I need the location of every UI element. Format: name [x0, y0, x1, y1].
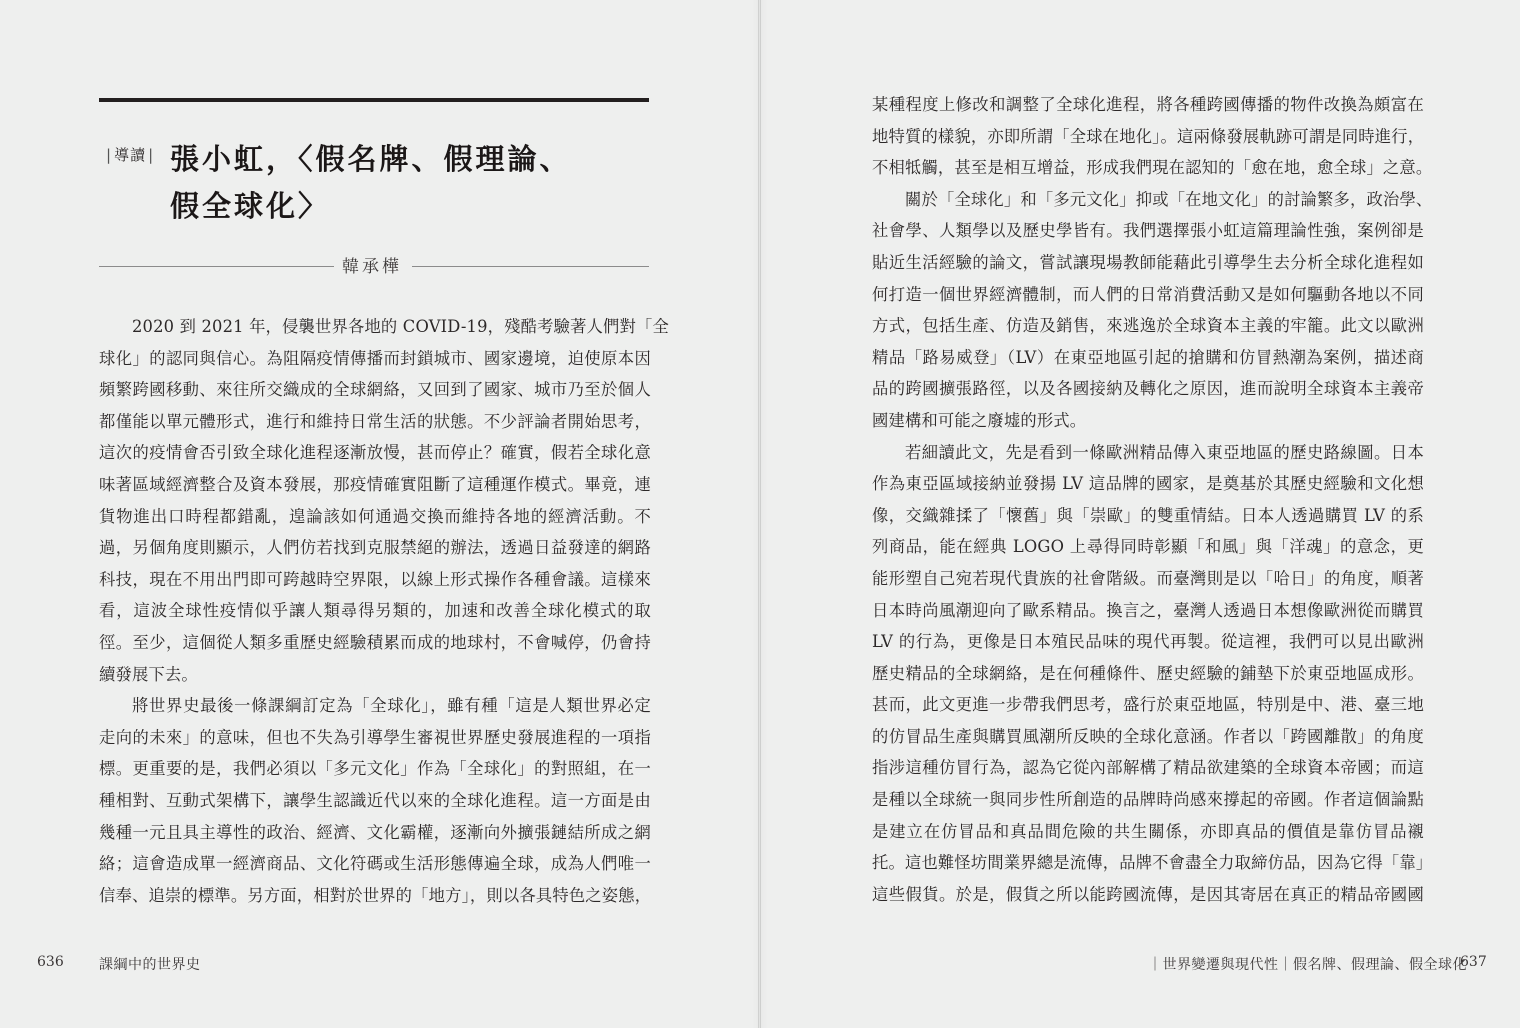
running-head-book-title: 課綱中的世界史	[99, 957, 201, 973]
text-line: 作為東亞區域接納並發揚 LV 這品牌的國家，是奠基於其歷史經驗和文化想	[872, 474, 1424, 494]
author-byline	[99, 252, 649, 280]
text-line: 這些假貨。於是，假貨之所以能跨國流傳，是因其寄居在真正的精品帝國國	[872, 884, 1424, 904]
text-line: 貼近生活經驗的論文，嘗試讓現場教師能藉此引導學生去分析全球化進程如	[872, 252, 1424, 272]
text-line: 幾種一元且具主導性的政治、經濟、文化霸權，逐漸向外擴張鏈結所成之網	[99, 822, 651, 842]
text-line: 信奉、追崇的標準。另方面，相對於世界的「地方」，則以各具特色之姿態，	[99, 885, 652, 905]
section-tag-bar-left: |	[106, 146, 113, 164]
text-line: 這次的疫情會否引致全球化進程逐漸放慢，甚而停止？確實，假若全球化意	[99, 443, 651, 463]
text-line: 味著區域經濟整合及資本發展，那疫情確實阻斷了這種運作模式。畢竟，連	[99, 474, 651, 494]
text-line: 品的跨國擴張路徑，以及各國接納及轉化之原因，進而說明全球資本主義帝	[872, 379, 1424, 399]
author-name: 韓承樺	[342, 257, 402, 277]
text-line: 地特質的樣貌，亦即所謂「全球在地化」。這兩條發展軌跡可謂是同時進行，	[872, 126, 1425, 146]
chapter-title-line: 張小虹，〈假名牌、假理論、	[170, 142, 572, 176]
text-line: 甚而，此文更進一步帶我們思考，盛行於東亞地區，特別是中、港、臺三地	[872, 695, 1424, 715]
chapter-title-line: 假全球化〉	[170, 189, 331, 223]
text-line: 托。這也難怪坊間業界總是流傳，品牌不會盡全力取締仿品，因為它得「靠」	[872, 853, 1433, 873]
byline-rule-left	[99, 266, 334, 267]
text-line: 不相牴觸，甚至是相互增益，形成我們現在認知的「愈在地，愈全球」之意。	[872, 158, 1433, 178]
body-text-left	[99, 311, 669, 911]
text-line: 列商品，能在經典 LOGO 上尋得同時彰顯「和風」與「洋魂」的意念，更	[872, 537, 1424, 557]
text-line: 科技，現在不用出門即可跨越時空界限，以線上形式操作各種會議。這樣來	[99, 569, 651, 589]
text-line: LV 的行為，更像是日本殖民品味的現代再製。從這裡，我們可以見出歐洲	[872, 632, 1424, 652]
text-line: 是種以全球統一與同步性所創造的品牌時尚感來撐起的帝國。作者這個論點	[872, 790, 1424, 810]
section-tag-bar-right: |	[148, 146, 155, 164]
text-line: 能形塑自己宛若現代貴族的社會階級。而臺灣則是以「哈日」的角度，順著	[872, 568, 1424, 588]
text-line: 過，另個角度則顯示，人們仿若找到克服禁絕的辦法，透過日益發達的網路	[99, 538, 651, 558]
text-line: 是建立在仿冒品和真品間危險的共生關係，亦即真品的價值是靠仿冒品襯	[872, 821, 1424, 841]
text-line: 社會學、人類學以及歷史學皆有。我們選擇張小虹這篇理論性強，案例卻是	[872, 221, 1424, 241]
text-line: 國建構和可能之廢墟的形式。	[872, 410, 1087, 430]
byline-rule-right	[412, 266, 649, 267]
text-line: 球化」的認同與信心。為阻隔疫情傳播而封鎖城市、國家邊境，迫使原本因	[99, 348, 651, 368]
text-line: 精品「路易威登」（LV）在東亞地區引起的搶購和仿冒熱潮為案例，描述商	[872, 347, 1424, 367]
chapter-title	[170, 136, 650, 230]
text-line: 種相對、互動式架構下，讓學生認識近代以來的全球化進程。這一方面是由	[99, 790, 651, 810]
body-text-right	[872, 89, 1433, 910]
section-tag-label: 導讀	[114, 146, 147, 164]
section-tag	[104, 144, 156, 165]
text-line: 的仿冒品生產與購買風潮所反映的全球化意涵。作者以「跨國離散」的角度	[872, 726, 1424, 746]
page-number-right: 637	[1460, 954, 1487, 970]
text-line: 貨物進出口時程都錯亂，遑論該如何通過交換而維持各地的經濟活動。不	[99, 506, 651, 526]
text-line: 何打造一個世界經濟體制，而人們的日常消費活動又是如何驅動各地以不同	[872, 284, 1424, 304]
text-line: 指涉這種仿冒行為，認為它從內部解構了精品欲建築的全球資本帝國；而這	[872, 758, 1424, 778]
text-line: 續發展下去。	[99, 664, 198, 684]
text-line: 將世界史最後一條課綱訂定為「全球化」，雖有種「這是人類世界必定	[132, 696, 651, 716]
text-line: 關於「全球化」和「多元文化」抑或「在地文化」的討論繁多，政治學、	[905, 189, 1433, 209]
left-page	[0, 0, 759, 1028]
text-line: 某種程度上修改和調整了全球化進程，將各種跨國傳播的物件改換為頗富在	[872, 95, 1424, 114]
text-line: 看，這波全球性疫情似乎讓人類尋得另類的，加速和改善全球化模式的取	[99, 601, 651, 621]
text-line: 絡；這會造成單一經濟商品、文化符碼或生活形態傳遍全球，成為人們唯一	[99, 854, 651, 874]
page-number-left: 636	[37, 954, 64, 970]
text-line: 徑。至少，這個從人類多重歷史經驗積累而成的地球村，不會喊停，仍會持	[99, 632, 651, 652]
text-line: 像，交織雜揉了「懷舊」與「崇歐」的雙重情結。日本人透過購買 LV 的系	[872, 505, 1424, 525]
text-line: 若細讀此文，先是看到一條歐洲精品傳入東亞地區的歷史路線圖。日本	[905, 442, 1424, 462]
text-line: 走向的未來」的意味，但也不失為引導學生審視世界歷史發展進程的一項指	[99, 727, 651, 747]
text-line: 2020 到 2021 年，侵襲世界各地的 COVID-19，殘酷考驗著人們對「全	[132, 317, 669, 336]
running-head-chapter: ｜世界變遷與現代性｜假名牌、假理論、假全球化	[1148, 957, 1467, 973]
text-line: 方式，包括生產、仿造及銷售，來逃逸於全球資本主義的牢籠。此文以歐洲	[872, 316, 1424, 336]
title-top-rule	[99, 98, 649, 102]
text-line: 都僅能以單元體形式，進行和維持日常生活的狀態。不少評論者開始思考，	[99, 411, 651, 431]
text-line: 標。更重要的是，我們必須以「多元文化」作為「全球化」的對照組，在一	[99, 759, 651, 779]
text-line: 頻繁跨國移動、來往所交織成的全球網絡，又回到了國家、城市乃至於個人	[99, 380, 651, 400]
text-line: 歷史精品的全球網絡，是在何種條件、歷史經驗的鋪墊下於東亞地區成形。	[872, 663, 1424, 683]
text-line: 日本時尚風潮迎向了歐系精品。換言之，臺灣人透過日本想像歐洲從而購買	[872, 600, 1424, 620]
